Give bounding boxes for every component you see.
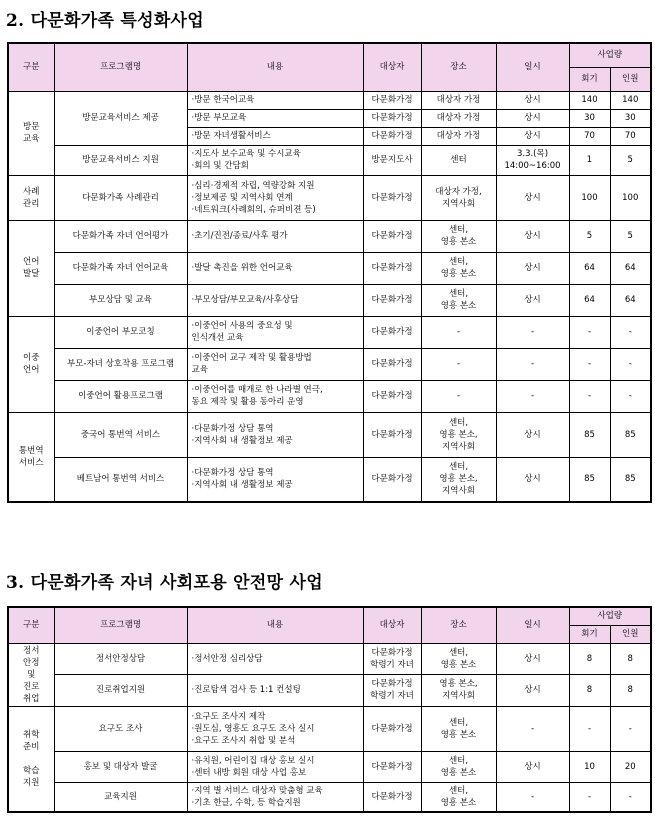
place-cell-line: 영흥 본소 — [440, 237, 477, 247]
table-row — [8, 643, 651, 674]
content-cell-line: ·지역사회 내 생활정보 제공 — [191, 480, 293, 491]
category-label: 및 — [27, 669, 36, 680]
date-cell-line: 상시 — [524, 231, 541, 241]
content-cell-line: ·방문 부모교육 — [191, 113, 247, 123]
category-cell — [8, 412, 54, 502]
category-label: 안정 — [23, 657, 40, 668]
count-cell: 85 — [569, 412, 610, 457]
content-cell-line: ·다문화가정 상담 통역 — [191, 423, 274, 434]
header-date: 일시 — [496, 607, 569, 643]
place-cell-line: 영흥 본소 — [440, 301, 477, 311]
people-cell: 85 — [610, 457, 651, 502]
program-name: 이중언어 부모코칭 — [54, 316, 187, 348]
date-cell-line: 상시 — [524, 113, 541, 123]
date-cell-line: 상시 — [524, 474, 541, 485]
category-label: 통번역 — [18, 445, 44, 456]
date-cell-line: 상시 — [524, 685, 541, 695]
people-cell: 5 — [610, 145, 651, 175]
category-label: 언어 — [23, 257, 40, 267]
target-cell-line: 학령기 자녀 — [370, 659, 414, 670]
place-cell-line: 영흥 본소 — [440, 659, 477, 670]
count-cell: - — [569, 316, 610, 348]
category-label: 교육 — [23, 134, 40, 144]
table-row — [8, 220, 651, 252]
content-cell-line: ·부모상담/부모교육/사후상담 — [191, 295, 299, 305]
table-row — [8, 145, 651, 175]
count-cell: - — [569, 706, 610, 751]
target-cell: 다문화가정 — [363, 252, 421, 284]
content-cell — [187, 412, 363, 457]
program-name: 요구도 조사 — [54, 706, 187, 751]
date-cell-line: - — [530, 327, 535, 337]
content-cell-line: ·심리·경제적 자립, 역량강화 지원 — [191, 180, 315, 191]
place-cell-line: 영흥 본소 — [440, 729, 477, 740]
target-cell: 다문화가정 — [363, 284, 421, 316]
content-cell — [187, 457, 363, 502]
target-cell: 다문화가정 — [363, 220, 421, 252]
specialized-projects-table — [7, 42, 652, 503]
header-count: 회기 — [569, 67, 610, 91]
social-inclusion-table — [7, 606, 652, 813]
content-cell-line: ·지역사회 내 생활정보 제공 — [191, 435, 293, 446]
content-cell-line: 동요 제작 및 활용 동아리 운영 — [191, 397, 304, 407]
date-cell — [496, 751, 569, 782]
place-cell — [421, 316, 496, 348]
table-row — [8, 457, 651, 502]
section-3-title: 3. 다문화가족 자녀 사회포용 안전망 사업 — [6, 573, 323, 593]
place-cell-line: 지역사회 — [442, 486, 475, 497]
date-cell-line: - — [530, 359, 535, 369]
header-category: 구분 — [8, 43, 54, 91]
date-cell-line: - — [530, 791, 535, 802]
count-cell: - — [569, 380, 610, 412]
content-cell — [187, 284, 363, 316]
header-target: 대상자 — [363, 607, 421, 643]
content-cell — [187, 316, 363, 348]
table-row — [8, 380, 651, 412]
content-cell-line: ·회의 및 간담회 — [191, 161, 249, 171]
content-cell-line: ·방문 한국어교육 — [191, 95, 255, 105]
place-cell-line: 영흥 본소 — [440, 767, 477, 778]
date-cell — [496, 91, 569, 109]
people-cell: 64 — [610, 284, 651, 316]
count-cell: 85 — [569, 457, 610, 502]
place-cell — [421, 145, 496, 175]
place-cell-line: 영흥 본소 — [440, 269, 477, 279]
place-cell-line: 센터, — [448, 417, 469, 428]
date-cell — [496, 175, 569, 220]
header-target: 대상자 — [363, 43, 421, 91]
header-date: 일시 — [496, 43, 569, 91]
category-cell — [8, 706, 54, 812]
date-cell-line: 상시 — [524, 263, 541, 273]
place-cell — [421, 91, 496, 109]
program-name: 홍보 및 대상자 발굴 — [54, 751, 187, 782]
place-cell-line: 센터, — [448, 647, 469, 658]
header-program: 프로그램명 — [54, 607, 187, 643]
content-cell — [187, 127, 363, 145]
people-cell: 70 — [610, 127, 651, 145]
date-cell — [496, 145, 569, 175]
program-name: 정서안정상담 — [54, 643, 187, 674]
program-name: 진로취업지원 — [54, 674, 187, 706]
target-cell — [363, 751, 421, 782]
category-cell — [8, 316, 54, 412]
header-volume: 사업량 — [569, 607, 651, 625]
place-cell-line: - — [456, 359, 461, 369]
content-cell-line: ·지역 별 서비스 대상자 맞춤형 교육 — [191, 785, 323, 796]
date-cell — [496, 109, 569, 127]
date-cell-line: 상시 — [524, 131, 541, 141]
count-cell: 64 — [569, 252, 610, 284]
header-content: 내용 — [187, 43, 363, 91]
date-cell-line: 상시 — [524, 192, 541, 203]
content-cell-line: ·진로탐색 검사 등 1:1 컨설팅 — [191, 685, 301, 695]
content-cell — [187, 380, 363, 412]
place-cell — [421, 252, 496, 284]
people-cell: - — [610, 706, 651, 751]
place-cell — [421, 457, 496, 502]
target-cell: 다문화가정 — [363, 316, 421, 348]
people-cell: - — [610, 380, 651, 412]
place-cell — [421, 175, 496, 220]
date-cell-line: 14:00~16:00 — [504, 161, 561, 171]
content-cell-line: ·이중언어 사용의 중요성 및 — [191, 321, 293, 331]
target-cell: 방문지도사 — [363, 145, 421, 175]
target-cell — [363, 782, 421, 812]
place-cell — [421, 674, 496, 706]
date-cell — [496, 316, 569, 348]
people-cell: 64 — [610, 252, 651, 284]
date-cell — [496, 782, 569, 812]
content-cell-line: 인식개선 교육 — [191, 333, 244, 343]
target-cell: 다문화가정 — [363, 457, 421, 502]
content-cell — [187, 175, 363, 220]
category-label: 발달 — [23, 269, 40, 279]
place-cell-line: - — [456, 391, 461, 401]
people-cell: 8 — [610, 674, 651, 706]
place-cell-line: 센터, — [448, 755, 469, 766]
place-cell-line: 센터, — [448, 289, 469, 299]
table-row — [8, 782, 651, 812]
count-cell: 64 — [569, 284, 610, 316]
people-cell: 5 — [610, 220, 651, 252]
target-cell: 다문화가정 — [363, 109, 421, 127]
program-name: 베트남어 통번역 서비스 — [54, 457, 187, 502]
category-label: 사례 — [23, 186, 40, 197]
place-cell-line: - — [456, 327, 461, 337]
date-cell — [496, 412, 569, 457]
people-cell: 20 — [610, 751, 651, 782]
place-cell — [421, 412, 496, 457]
target-cell-line: 학령기 자녀 — [370, 691, 414, 701]
content-cell-line: ·원도심, 영흥도 요구도 조사 실시 — [191, 723, 315, 734]
category-label — [11, 753, 52, 765]
place-cell-line: 대상자 가정 — [436, 113, 481, 123]
place-cell — [421, 220, 496, 252]
place-cell-line: 대상자 가정, — [435, 186, 482, 197]
content-cell-line: 교육 — [191, 365, 208, 375]
people-cell: - — [610, 316, 651, 348]
table-row — [8, 252, 651, 284]
section-2-title: 2. 다문화가족 특성화사업 — [6, 11, 205, 31]
content-cell — [187, 782, 363, 812]
people-cell: - — [610, 782, 651, 812]
target-cell: 다문화가정 — [363, 175, 421, 220]
category-label: 진로 — [23, 681, 40, 692]
people-cell: 8 — [610, 643, 651, 674]
date-cell — [496, 457, 569, 502]
target-cell-line: 다문화가정 — [371, 679, 413, 689]
content-cell — [187, 674, 363, 706]
content-cell-line: ·센터 내방 회원 대상 사업 홍보 — [191, 767, 307, 778]
count-cell: 8 — [569, 643, 610, 674]
date-cell-line: 상시 — [524, 95, 541, 105]
table-row — [8, 91, 651, 109]
category-label: 이중 — [23, 353, 40, 363]
date-cell — [496, 706, 569, 751]
content-cell-line: ·네트워크(사례회의, 슈퍼비젼 등) — [191, 204, 316, 215]
program-name: 다문화가족 자녀 언어평가 — [54, 220, 187, 252]
place-cell-line: 센터, — [448, 785, 469, 796]
content-cell-line: ·요구도 조사지 제작 — [191, 711, 266, 722]
category-label: 준비 — [23, 741, 40, 752]
content-cell — [187, 109, 363, 127]
program-name: 이중언어 활용프로그램 — [54, 380, 187, 412]
table-row — [8, 751, 651, 782]
place-cell-line: 센터, — [448, 225, 469, 235]
place-cell-line: 센터 — [450, 155, 467, 165]
content-cell-line: ·요구도 조사지 취합 및 분석 — [191, 735, 296, 746]
target-cell-line: 다문화가정 — [371, 723, 413, 734]
place-cell-line: 영흥 본소, — [439, 679, 478, 689]
place-cell — [421, 348, 496, 380]
place-cell — [421, 643, 496, 674]
place-cell — [421, 706, 496, 751]
people-cell: 30 — [610, 109, 651, 127]
category-label: 취학 — [23, 729, 40, 740]
date-cell-line: 3.3.(목) — [516, 149, 549, 159]
target-cell: 다문화가정 — [363, 127, 421, 145]
count-cell: 10 — [569, 751, 610, 782]
header-people: 인원 — [610, 625, 651, 643]
table-row — [8, 348, 651, 380]
place-cell — [421, 782, 496, 812]
content-cell-line: ·이중언어 교구 제작 및 활용방법 — [191, 353, 312, 363]
people-cell: - — [610, 348, 651, 380]
date-cell — [496, 220, 569, 252]
place-cell — [421, 109, 496, 127]
category-label: 정서 — [23, 645, 40, 656]
content-cell — [187, 643, 363, 674]
people-cell: 100 — [610, 175, 651, 220]
date-cell — [496, 643, 569, 674]
target-cell-line: 다문화가정 — [371, 647, 413, 658]
category-label: 학습 — [23, 765, 40, 776]
place-cell-line: 지역사회 — [442, 441, 475, 452]
category-cell — [8, 220, 54, 316]
target-cell: 다문화가정 — [363, 412, 421, 457]
category-label: 관리 — [23, 198, 40, 209]
header-people: 인원 — [610, 67, 651, 91]
program-name: 방문교육서비스 제공 — [54, 91, 187, 145]
content-cell — [187, 220, 363, 252]
date-cell-line: 상시 — [524, 761, 541, 772]
place-cell-line: 지역사회 — [442, 198, 475, 209]
target-cell: 다문화가정 — [363, 380, 421, 412]
count-cell: 1 — [569, 145, 610, 175]
table-row — [8, 706, 651, 751]
header-program: 프로그램명 — [54, 43, 187, 91]
category-cell — [8, 91, 54, 175]
place-cell-line: 지역사회 — [442, 691, 475, 701]
date-cell-line: 상시 — [524, 653, 541, 664]
target-cell: 다문화가정 — [363, 91, 421, 109]
program-name: 부모상담 및 교육 — [54, 284, 187, 316]
content-cell — [187, 348, 363, 380]
content-cell-line: ·다문화가정 상담 통역 — [191, 468, 274, 479]
header-category: 구분 — [8, 607, 54, 643]
date-cell — [496, 284, 569, 316]
header-content: 내용 — [187, 607, 363, 643]
place-cell-line: 센터, — [448, 257, 469, 267]
date-cell-line: 상시 — [524, 295, 541, 305]
place-cell-line: 대상자 가정 — [436, 95, 481, 105]
date-cell — [496, 674, 569, 706]
content-cell-line: ·지도사 보수교육 및 수시교육 — [191, 149, 301, 159]
content-cell-line: ·정서안정 심리상담 — [191, 653, 263, 664]
content-cell-line: ·방문 자녀생활서비스 — [191, 131, 271, 141]
target-cell — [363, 643, 421, 674]
program-name: 부모-자녀 상호작용 프로그램 — [54, 348, 187, 380]
count-cell: 5 — [569, 220, 610, 252]
category-label: 지원 — [23, 777, 40, 788]
content-cell-line: ·초기/진전/종료/사후 평가 — [191, 231, 288, 241]
program-name: 중국어 통번역 서비스 — [54, 412, 187, 457]
category-cell — [8, 643, 54, 706]
date-cell-line: - — [530, 391, 535, 401]
target-cell-line: 다문화가정 — [371, 761, 413, 772]
target-cell: 다문화가정 — [363, 348, 421, 380]
program-name: 다문화가족 사례관리 — [54, 175, 187, 220]
content-cell-line: ·이중언어를 매개로 한 나라별 연극, — [191, 385, 323, 395]
count-cell: 100 — [569, 175, 610, 220]
content-cell-line: ·정보제공 및 지역사회 연계 — [191, 192, 293, 203]
target-cell-line: 다문화가정 — [371, 791, 413, 802]
table-row — [8, 284, 651, 316]
content-cell — [187, 252, 363, 284]
date-cell — [496, 252, 569, 284]
place-cell-line: 대상자 가정 — [436, 131, 481, 141]
program-name: 방문교육서비스 지원 — [54, 145, 187, 175]
content-cell — [187, 751, 363, 782]
date-cell-line: 상시 — [524, 429, 541, 440]
table-row — [8, 674, 651, 706]
category-label: 서비스 — [18, 457, 44, 468]
program-name: 다문화가족 자녀 언어교육 — [54, 252, 187, 284]
target-cell — [363, 674, 421, 706]
table-row — [8, 175, 651, 220]
target-cell — [363, 706, 421, 751]
place-cell — [421, 127, 496, 145]
place-cell — [421, 284, 496, 316]
content-cell-line: ·발달 촉진을 위한 언어교육 — [191, 263, 293, 273]
header-place: 장소 — [421, 43, 496, 91]
count-cell: - — [569, 782, 610, 812]
count-cell: 30 — [569, 109, 610, 127]
place-cell-line: 영흥 본소, — [439, 474, 478, 485]
place-cell-line: 영흥 본소, — [439, 429, 478, 440]
place-cell-line: 센터, — [448, 717, 469, 728]
header-place: 장소 — [421, 607, 496, 643]
content-cell — [187, 706, 363, 751]
content-cell — [187, 91, 363, 109]
table-row — [8, 316, 651, 348]
people-cell: 140 — [610, 91, 651, 109]
content-cell — [187, 145, 363, 175]
people-cell: 85 — [610, 412, 651, 457]
date-cell — [496, 380, 569, 412]
count-cell: 70 — [569, 127, 610, 145]
date-cell — [496, 348, 569, 380]
header-count: 회기 — [569, 625, 610, 643]
table-row — [8, 412, 651, 457]
place-cell — [421, 380, 496, 412]
date-cell — [496, 127, 569, 145]
count-cell: - — [569, 348, 610, 380]
place-cell-line: 영흥 본소 — [440, 797, 477, 808]
date-cell-line: - — [530, 723, 535, 734]
category-label: 취업 — [23, 693, 40, 704]
content-cell-line: ·기초 한글, 수학, 등 학습지원 — [191, 797, 301, 808]
header-volume: 사업량 — [569, 43, 651, 67]
category-label: 언어 — [23, 365, 40, 375]
category-label: 방문 — [23, 122, 40, 132]
program-name: 교육지원 — [54, 782, 187, 812]
count-cell: 8 — [569, 674, 610, 706]
place-cell-line: 센터, — [448, 462, 469, 473]
content-cell-line: ·유치원, 어린이집 대상 홍보 실시 — [191, 755, 315, 766]
place-cell — [421, 751, 496, 782]
category-cell — [8, 175, 54, 220]
count-cell: 140 — [569, 91, 610, 109]
